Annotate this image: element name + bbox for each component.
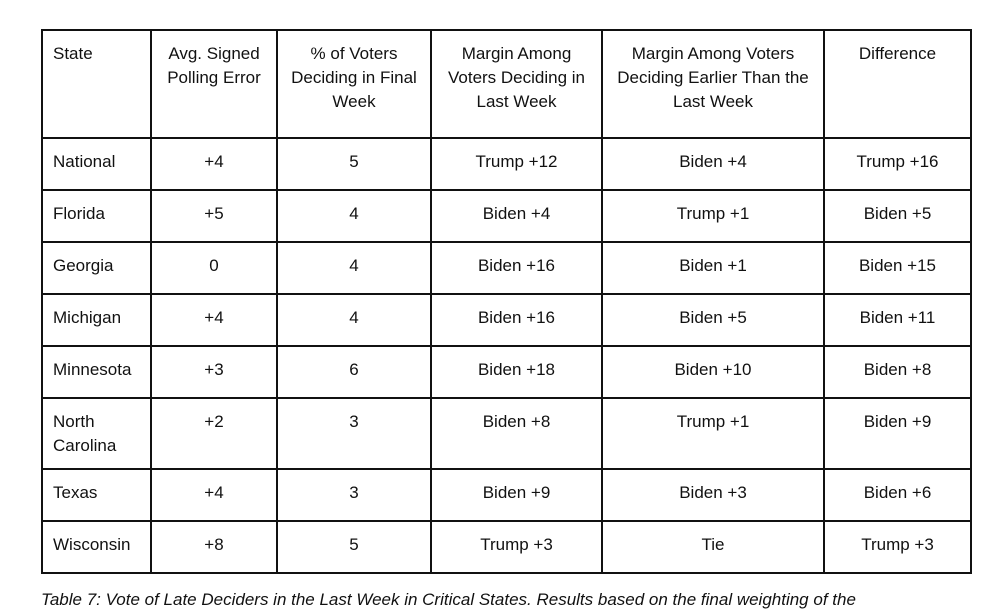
cell-difference: Biden +15 <box>824 242 971 294</box>
cell-state: Texas <box>42 469 151 521</box>
table-row <box>42 138 971 190</box>
cell-pct-deciding: 4 <box>277 294 431 346</box>
cell-state: Florida <box>42 190 151 242</box>
cell-pct-deciding: 3 <box>277 398 431 469</box>
cell-polling-error: +4 <box>151 469 277 521</box>
header-row <box>42 30 971 138</box>
cell-difference: Biden +11 <box>824 294 971 346</box>
table-row <box>42 469 971 521</box>
cell-margin-early: Biden +5 <box>602 294 824 346</box>
header-difference: Difference <box>824 30 971 138</box>
cell-margin-late: Biden +18 <box>431 346 602 398</box>
cell-state: Michigan <box>42 294 151 346</box>
header-pct-deciding: % of Voters Deciding in Final Week <box>277 30 431 138</box>
cell-polling-error: +8 <box>151 521 277 573</box>
cell-margin-late: Trump +12 <box>431 138 602 190</box>
table-row <box>42 398 971 469</box>
cell-margin-late: Biden +9 <box>431 469 602 521</box>
cell-margin-early: Biden +1 <box>602 242 824 294</box>
cell-margin-early: Trump +1 <box>602 190 824 242</box>
cell-margin-late: Biden +8 <box>431 398 602 469</box>
cell-margin-early: Biden +10 <box>602 346 824 398</box>
table-row <box>42 521 971 573</box>
cell-pct-deciding: 5 <box>277 138 431 190</box>
cell-polling-error: +4 <box>151 294 277 346</box>
header-state: State <box>42 30 151 138</box>
cell-margin-early: Biden +3 <box>602 469 824 521</box>
cell-pct-deciding: 5 <box>277 521 431 573</box>
cell-margin-late: Biden +4 <box>431 190 602 242</box>
header-polling-error: Avg. Signed Polling Error <box>151 30 277 138</box>
cell-pct-deciding: 4 <box>277 190 431 242</box>
cell-polling-error: +5 <box>151 190 277 242</box>
cell-margin-early: Tie <box>602 521 824 573</box>
cell-pct-deciding: 6 <box>277 346 431 398</box>
table-row <box>42 242 971 294</box>
cell-state: Minnesota <box>42 346 151 398</box>
cell-difference: Biden +9 <box>824 398 971 469</box>
cell-margin-late: Trump +3 <box>431 521 602 573</box>
cell-pct-deciding: 4 <box>277 242 431 294</box>
table-row <box>42 294 971 346</box>
polling-table <box>41 29 972 574</box>
cell-state: North Carolina <box>42 398 151 469</box>
cell-margin-early: Biden +4 <box>602 138 824 190</box>
cell-state: Georgia <box>42 242 151 294</box>
cell-difference: Trump +16 <box>824 138 971 190</box>
cell-margin-late: Biden +16 <box>431 294 602 346</box>
header-margin-late: Margin Among Voters Deciding in Last Week <box>431 30 602 138</box>
cell-state: Wisconsin <box>42 521 151 573</box>
cell-difference: Biden +8 <box>824 346 971 398</box>
cell-difference: Biden +6 <box>824 469 971 521</box>
cell-pct-deciding: 3 <box>277 469 431 521</box>
cell-margin-early: Trump +1 <box>602 398 824 469</box>
header-margin-early: Margin Among Voters Deciding Earlier Than the Last Week <box>602 30 824 138</box>
cell-polling-error: 0 <box>151 242 277 294</box>
cell-difference: Biden +5 <box>824 190 971 242</box>
cell-state: National <box>42 138 151 190</box>
cell-polling-error: +4 <box>151 138 277 190</box>
cell-polling-error: +3 <box>151 346 277 398</box>
cell-difference: Trump +3 <box>824 521 971 573</box>
table-row <box>42 190 971 242</box>
table-caption: Table 7: Vote of Late Deciders in the Last Week in Critical States. Results based on the final weighting of the <box>41 590 856 609</box>
table-row <box>42 346 971 398</box>
cell-margin-late: Biden +16 <box>431 242 602 294</box>
cell-polling-error: +2 <box>151 398 277 469</box>
